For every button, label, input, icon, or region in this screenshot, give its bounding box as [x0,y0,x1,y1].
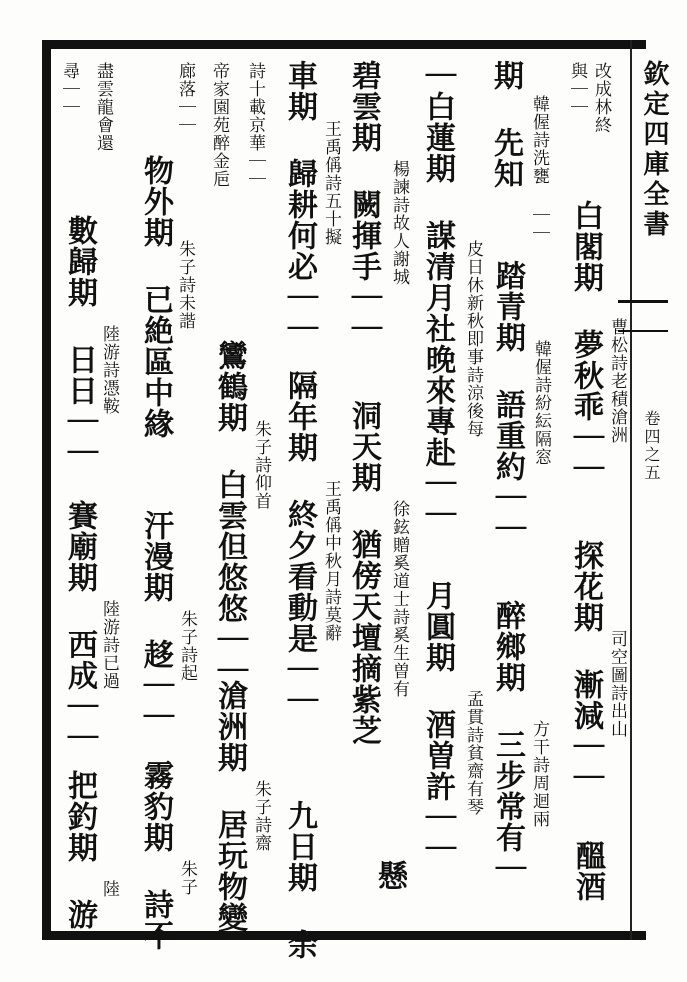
text-column: 朱子詩未諧 [175,240,195,330]
text-column: 賽廟期 西成｜｜ [62,500,97,753]
text-column: 朱子詩起 [177,610,197,682]
text-column: 韓偓詩洗甕 ｜｜ [529,95,549,242]
text-column: 車期 歸耕何必｜｜ [282,60,317,344]
text-column: 懸 [372,860,407,891]
text-column: 廊落｜｜ [175,62,195,134]
text-column: 醉鄉期 三步常有｜ [490,600,525,884]
text-column: 物外期 已絶區中緣 [138,155,173,439]
text-column: 踏青期 語重約｜｜ [490,260,525,544]
text-column: 方干詩周迴兩 [529,720,549,828]
text-column: 王禹偁詩五十擬 [321,120,341,246]
text-column: 洞天期 猶傍天壇摘紫芝 [346,400,381,746]
text-column: 韓偓詩紛紜隔窓 [531,340,551,466]
text-column: 期 先知 [488,60,523,189]
text-column: 曹松詩老積滄洲 [607,318,627,444]
book-title: 欽定四庫全書 [639,60,669,240]
text-column: 探花期 漸減｜｜ [568,540,603,793]
text-column: 朱子 [177,860,197,896]
text-column: 皮日休新秋即事詩涼後每 [463,240,483,438]
text-column: 司空圖詩出山 [607,630,627,738]
text-column: 醞酒 [570,840,605,902]
text-column: 朱子詩仰首 [251,420,271,510]
text-column: 滄洲期 居玩物變 [212,680,247,933]
text-column: 陸 [99,880,119,898]
text-column: 陸游詩已過 [99,600,119,690]
volume-label: 卷四之五 [642,410,661,482]
text-column: 尋｜｜ [59,62,79,116]
text-column: 月圓期 酒曽許｜｜ [420,580,455,864]
page-border [42,40,646,940]
text-column: 白閣期 夢秋乖｜｜ [568,200,603,484]
text-column: 帝家園苑醉金巵 [209,62,229,188]
text-column: 孟貫詩貧齋有琴 [463,690,483,816]
text-column: 盡雲龍會還 [93,62,113,152]
text-column: 霧豹期 詩不 [138,760,173,951]
text-column: 與｜｜ [567,62,587,116]
text-column: 改成林終 [591,62,611,134]
text-column: 把釣期 游 [62,770,97,930]
text-column: 汗漫期 趍｜｜ [138,510,173,732]
text-column: 數歸期 日日｜｜ [62,215,97,468]
text-column: 碧雲期 闕揮手｜｜ [346,60,381,344]
text-column: 隔年期 終夕看動是｜｜ [282,370,317,716]
text-column: 陸游詩憑鞍 [99,325,119,415]
text-column: 朱子詩齋 [251,780,271,852]
text-column: 九日期 余 [282,800,317,960]
text-column: ｜白蓮期 謀清月社晚來專赴｜｜ [420,60,455,530]
text-column: 詩十載京華｜｜ [245,62,265,188]
text-column: 楊諫詩故人謝城 [389,160,409,286]
text-column: 徐鉉贈奚道士詩奚生曽有 [389,500,409,698]
text-column: 王禹偁中秋月詩莫辭 [321,480,341,642]
center-fold-line [630,40,632,940]
text-column: 鸞鶴期 白雲但悠悠｜｜ [212,340,247,686]
